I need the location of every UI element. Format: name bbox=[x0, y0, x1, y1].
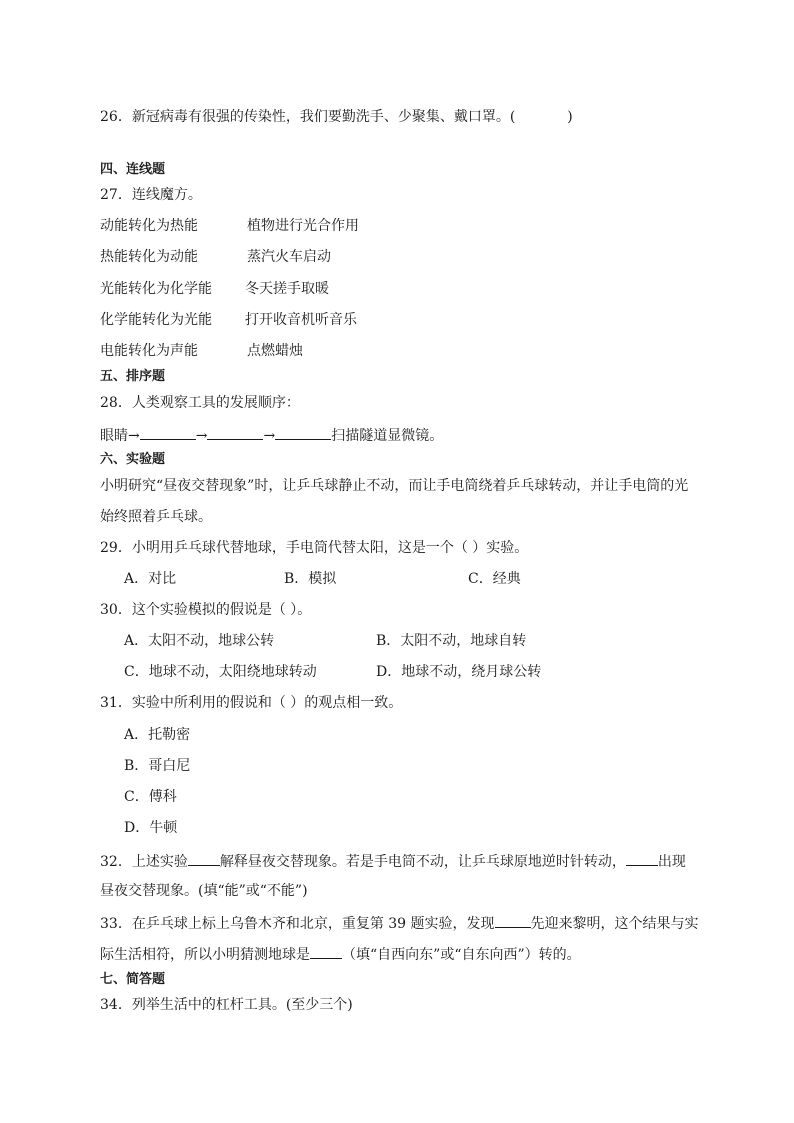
question-31: 31．实验中所利用的假说和（ ）的观点相一致。 bbox=[100, 695, 403, 711]
question-34: 34．列举生活中的杠杆工具。(至少三个) bbox=[100, 997, 353, 1013]
question-26-close: ) bbox=[567, 109, 573, 125]
question-26 bbox=[100, 108, 573, 126]
option-30-a[interactable]: A．太阳不动，地球公转 bbox=[124, 633, 275, 649]
sequence-blank-1[interactable] bbox=[140, 425, 196, 440]
question-27: 27．连线魔方。 bbox=[100, 187, 202, 203]
option-30-d[interactable]: D．地球不动，绕月球公转 bbox=[376, 664, 542, 680]
question-33-part-3: 际生活相符，所以小明猜测地球是 bbox=[100, 947, 310, 963]
option-30-b[interactable]: B．太阳不动，地球自转 bbox=[376, 633, 527, 649]
match-right-5: 点燃蜡烛 bbox=[247, 343, 303, 359]
section-heading-5: 五、排序题 bbox=[100, 369, 166, 384]
experiment-intro-line-2: 始终照着乒乓球。 bbox=[100, 509, 212, 525]
answer-blank-33-2[interactable] bbox=[310, 944, 342, 959]
sequence-start: 眼睛→ bbox=[100, 428, 140, 444]
question-32-part-2: 解释昼夜交替现象。若是手电筒不动，让乒乓球原地逆时针转动， bbox=[219, 854, 626, 870]
question-33-part-2: 先迎来黎明，这个结果与实 bbox=[530, 916, 699, 932]
option-31-c[interactable]: C．傅科 bbox=[124, 789, 177, 805]
section-heading-7: 七、简答题 bbox=[100, 972, 166, 987]
match-left-3: 光能转化为化学能 bbox=[100, 281, 212, 297]
match-left-1: 动能转化为热能 bbox=[100, 218, 198, 234]
section-heading-4: 四、连线题 bbox=[100, 162, 166, 177]
answer-blank-33-1[interactable] bbox=[495, 913, 531, 928]
experiment-intro-line-1: 小明研究“昼夜交替现象”时，让乒乓球静止不动，而让手电筒绕着乒乓球转动，并让手电筒的光 bbox=[100, 478, 689, 494]
sequence-arrow-2: → bbox=[263, 428, 276, 444]
sequence-blank-2[interactable] bbox=[207, 425, 263, 440]
sequence-end: 扫描隧道显微镜。 bbox=[331, 428, 444, 444]
question-32-part-3: 出现 bbox=[657, 854, 686, 870]
match-right-2: 蒸汽火车启动 bbox=[247, 249, 331, 265]
match-right-1: 植物进行光合作用 bbox=[247, 218, 359, 234]
match-left-4: 化学能转化为光能 bbox=[100, 312, 212, 328]
match-left-2: 热能转化为动能 bbox=[100, 249, 198, 265]
section-heading-6: 六、实验题 bbox=[100, 452, 166, 467]
question-33-part-4: （填“自西向东”或“自东向西”）转的。 bbox=[342, 947, 581, 963]
option-30-c[interactable]: C．地球不动，太阳绕地球转动 bbox=[124, 664, 317, 680]
sequence-arrow-1: → bbox=[195, 428, 208, 444]
match-right-4: 打开收音机听音乐 bbox=[245, 312, 357, 328]
question-33-line-2 bbox=[100, 944, 581, 964]
question-33-part-1: 33．在乒乓球上标上乌鲁木齐和北京，重复第 39 题实验，发现 bbox=[100, 916, 495, 932]
question-26-text: 26．新冠病毒有很强的传染性，我们要勤洗手、少聚集、戴口罩。( bbox=[100, 109, 516, 125]
option-31-a[interactable]: A．托勒密 bbox=[124, 727, 191, 743]
option-29-a[interactable]: A．对比 bbox=[124, 571, 177, 587]
question-33-line-1 bbox=[100, 913, 699, 933]
option-31-b[interactable]: B．哥白尼 bbox=[124, 758, 191, 774]
match-right-3: 冬天搓手取暖 bbox=[245, 281, 329, 297]
question-32-line-2: 昼夜交替现象。(填“能”或“不能”) bbox=[100, 883, 308, 899]
answer-blank-32-1[interactable] bbox=[188, 851, 220, 866]
option-29-b[interactable]: B．模拟 bbox=[284, 571, 337, 587]
question-30: 30．这个实验模拟的假说是（ ）。 bbox=[100, 602, 312, 618]
option-31-d[interactable]: D．牛顿 bbox=[124, 820, 178, 836]
question-29: 29．小明用乒乓球代替地球，手电筒代替太阳，这是一个（ ）实验。 bbox=[100, 540, 529, 556]
answer-blank-32-2[interactable] bbox=[626, 851, 658, 866]
sequence-blank-3[interactable] bbox=[275, 425, 331, 440]
question-32-part-1: 32．上述实验 bbox=[100, 854, 188, 870]
option-29-c[interactable]: C．经典 bbox=[468, 571, 521, 587]
question-28: 28．人类观察工具的发展顺序： bbox=[100, 395, 300, 411]
question-32-line-1 bbox=[100, 851, 686, 871]
question-28-sequence bbox=[100, 425, 443, 445]
match-left-5: 电能转化为声能 bbox=[100, 343, 198, 359]
